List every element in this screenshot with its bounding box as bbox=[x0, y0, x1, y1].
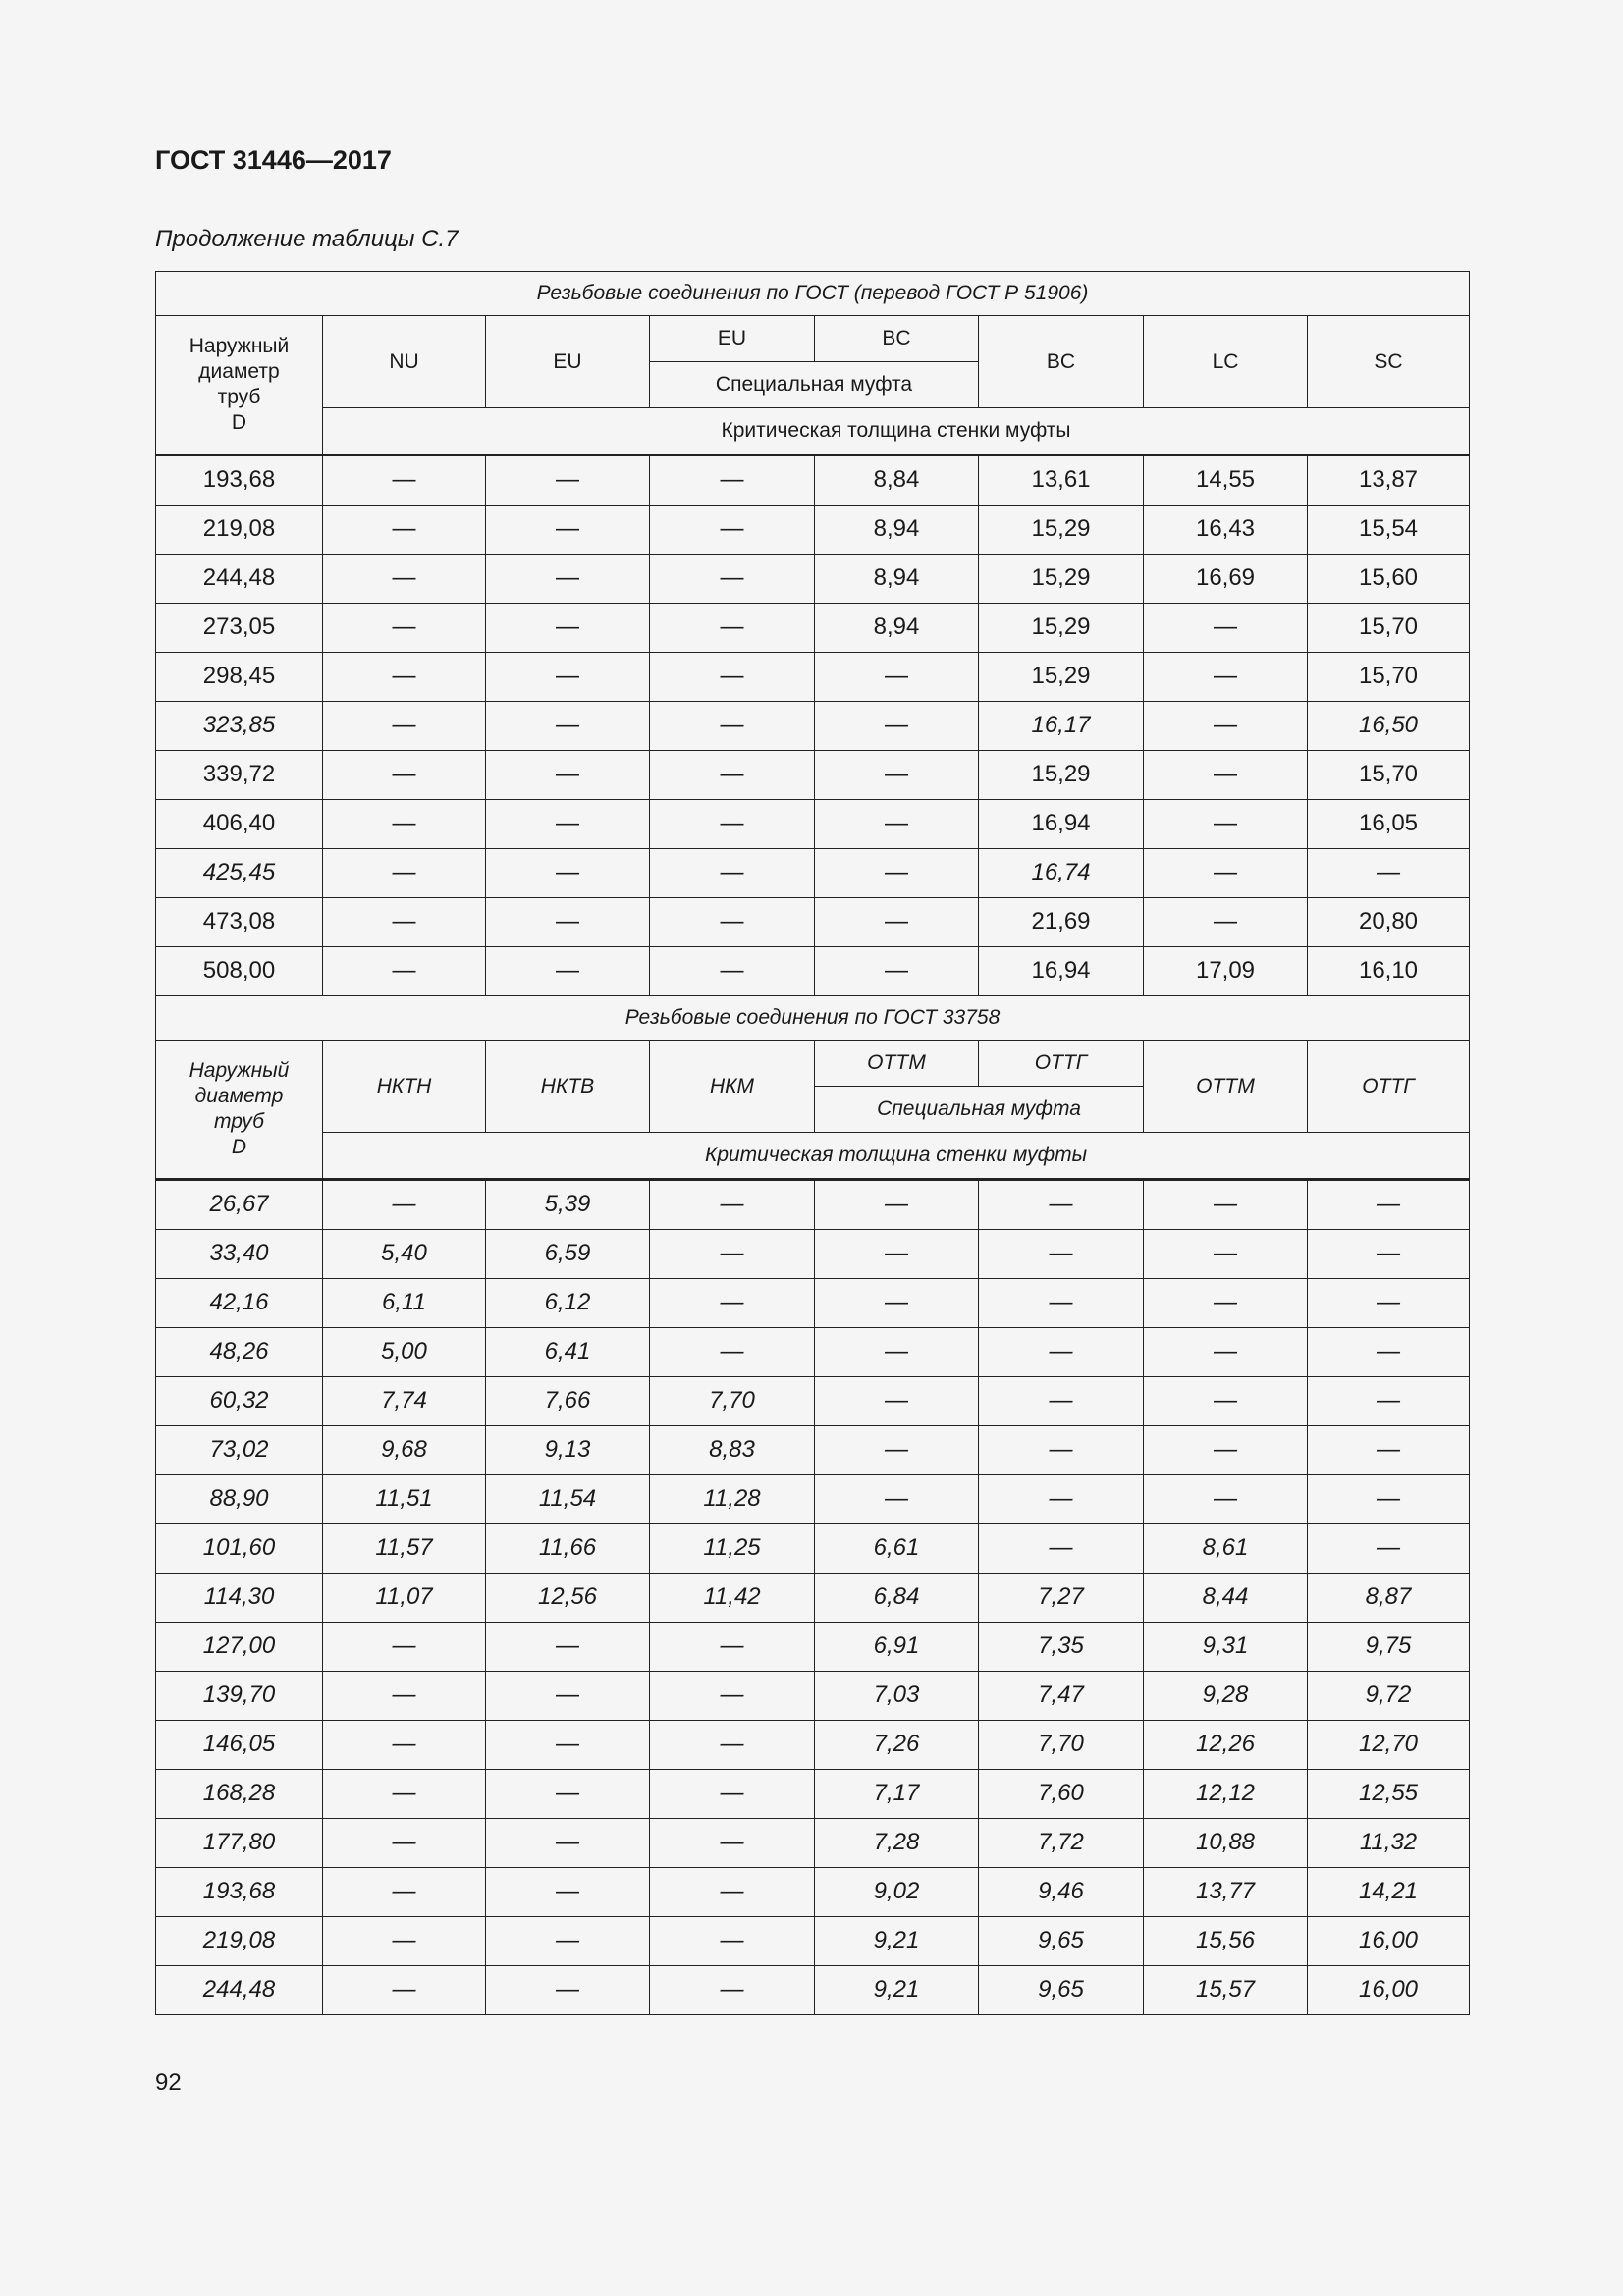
value-cell: 11,57 bbox=[323, 1524, 486, 1574]
col-header-special-eu: EU bbox=[650, 316, 815, 362]
value-cell: — bbox=[650, 947, 815, 996]
value-cell: 9,65 bbox=[979, 1917, 1144, 1966]
value-cell: 7,27 bbox=[979, 1574, 1144, 1623]
diameter-cell: 60,32 bbox=[156, 1377, 323, 1426]
section1-title: Резьбовые соединения по ГОСТ (перевод ГОСТ Р 51906) bbox=[156, 272, 1470, 316]
value-cell: 9,31 bbox=[1144, 1623, 1308, 1672]
value-cell: — bbox=[815, 1377, 979, 1426]
value-cell: 12,56 bbox=[486, 1574, 650, 1623]
diameter-cell: 168,28 bbox=[156, 1770, 323, 1819]
value-cell: 12,26 bbox=[1144, 1721, 1308, 1770]
value-cell: — bbox=[1308, 1426, 1470, 1475]
value-cell: 15,70 bbox=[1308, 653, 1470, 702]
value-cell: — bbox=[1144, 702, 1308, 751]
diameter-cell: 219,08 bbox=[156, 506, 323, 555]
value-cell: — bbox=[1308, 1524, 1470, 1574]
col-header-special-bc: BC bbox=[815, 316, 979, 362]
value-cell: — bbox=[815, 1230, 979, 1279]
value-cell: — bbox=[1308, 1180, 1470, 1230]
value-cell: 6,12 bbox=[486, 1279, 650, 1328]
value-cell: 9,65 bbox=[979, 1966, 1144, 2015]
value-cell: — bbox=[650, 1672, 815, 1721]
col-header-sc: SC bbox=[1308, 316, 1470, 408]
value-cell: — bbox=[650, 1917, 815, 1966]
value-cell: — bbox=[486, 455, 650, 506]
value-cell: — bbox=[323, 751, 486, 800]
value-cell: 5,39 bbox=[486, 1180, 650, 1230]
value-cell: — bbox=[650, 1180, 815, 1230]
value-cell: 15,60 bbox=[1308, 555, 1470, 604]
value-cell: — bbox=[1144, 604, 1308, 653]
table-row bbox=[156, 1966, 1470, 2015]
value-cell: — bbox=[1144, 1328, 1308, 1377]
diameter-cell: 101,60 bbox=[156, 1524, 323, 1574]
value-cell: 7,60 bbox=[979, 1770, 1144, 1819]
diameter-cell: 88,90 bbox=[156, 1475, 323, 1524]
value-cell: — bbox=[486, 555, 650, 604]
value-cell: 14,21 bbox=[1308, 1868, 1470, 1917]
value-cell: 6,61 bbox=[815, 1524, 979, 1574]
table-row bbox=[156, 555, 1470, 604]
value-cell: — bbox=[979, 1524, 1144, 1574]
value-cell: 11,32 bbox=[1308, 1819, 1470, 1868]
table-row bbox=[156, 1574, 1470, 1623]
col-header-bc: BC bbox=[979, 316, 1144, 408]
value-cell: 17,09 bbox=[1144, 947, 1308, 996]
value-cell: — bbox=[815, 1426, 979, 1475]
value-cell: — bbox=[650, 751, 815, 800]
value-cell: — bbox=[323, 1917, 486, 1966]
value-cell: — bbox=[815, 1180, 979, 1230]
value-cell: — bbox=[979, 1377, 1144, 1426]
value-cell: — bbox=[486, 604, 650, 653]
value-cell: — bbox=[486, 947, 650, 996]
value-cell: 13,77 bbox=[1144, 1868, 1308, 1917]
value-cell: — bbox=[1308, 1230, 1470, 1279]
value-cell: — bbox=[323, 1819, 486, 1868]
value-cell: 16,69 bbox=[1144, 555, 1308, 604]
value-cell: — bbox=[650, 1328, 815, 1377]
value-cell: 13,87 bbox=[1308, 455, 1470, 506]
value-cell: — bbox=[979, 1426, 1144, 1475]
table-row bbox=[156, 1180, 1470, 1230]
col-header-ottg: ОТТГ bbox=[1308, 1041, 1470, 1133]
value-cell: 8,44 bbox=[1144, 1574, 1308, 1623]
value-cell: — bbox=[1308, 1328, 1470, 1377]
diameter-cell: 193,68 bbox=[156, 1868, 323, 1917]
value-cell: — bbox=[486, 849, 650, 898]
value-cell: 7,17 bbox=[815, 1770, 979, 1819]
value-cell: 9,75 bbox=[1308, 1623, 1470, 1672]
value-cell: 7,26 bbox=[815, 1721, 979, 1770]
value-cell: — bbox=[323, 506, 486, 555]
value-cell: — bbox=[323, 1721, 486, 1770]
value-cell: — bbox=[486, 1721, 650, 1770]
value-cell: 11,51 bbox=[323, 1475, 486, 1524]
value-cell: — bbox=[650, 1819, 815, 1868]
col-header-nktn: НКТН bbox=[323, 1041, 486, 1133]
value-cell: — bbox=[1144, 800, 1308, 849]
document-title: ГОСТ 31446—2017 bbox=[155, 145, 392, 175]
value-cell: — bbox=[1144, 1475, 1308, 1524]
value-cell: — bbox=[815, 702, 979, 751]
critical-thickness-header: Критическая толщина стенки муфты bbox=[323, 408, 1470, 455]
value-cell: 12,55 bbox=[1308, 1770, 1470, 1819]
value-cell: 9,02 bbox=[815, 1868, 979, 1917]
value-cell: 9,72 bbox=[1308, 1672, 1470, 1721]
diameter-cell: 48,26 bbox=[156, 1328, 323, 1377]
value-cell: 8,87 bbox=[1308, 1574, 1470, 1623]
value-cell: — bbox=[1308, 1377, 1470, 1426]
col-header-lc: LC bbox=[1144, 316, 1308, 408]
value-cell: — bbox=[650, 898, 815, 947]
value-cell: 16,10 bbox=[1308, 947, 1470, 996]
value-cell: 11,25 bbox=[650, 1524, 815, 1574]
diameter-cell: 406,40 bbox=[156, 800, 323, 849]
value-cell: — bbox=[650, 455, 815, 506]
value-cell: 15,29 bbox=[979, 751, 1144, 800]
table-row bbox=[156, 1426, 1470, 1475]
section2-rows bbox=[156, 1180, 1470, 2015]
diameter-cell: 114,30 bbox=[156, 1574, 323, 1623]
value-cell: — bbox=[323, 455, 486, 506]
value-cell: — bbox=[323, 849, 486, 898]
value-cell: — bbox=[486, 800, 650, 849]
value-cell: — bbox=[1308, 1279, 1470, 1328]
table-row bbox=[156, 1819, 1470, 1868]
value-cell: — bbox=[979, 1279, 1144, 1328]
table-row bbox=[156, 1328, 1470, 1377]
value-cell: 11,07 bbox=[323, 1574, 486, 1623]
section1-header bbox=[156, 272, 1470, 455]
col-header-nktv: НКТВ bbox=[486, 1041, 650, 1133]
diameter-cell: 323,85 bbox=[156, 702, 323, 751]
value-cell: — bbox=[650, 653, 815, 702]
special-coupling-label: Специальная муфта bbox=[650, 362, 979, 408]
diameter-cell: 139,70 bbox=[156, 1672, 323, 1721]
value-cell: — bbox=[486, 1966, 650, 2015]
critical-thickness-header-2: Критическая толщина стенки муфты bbox=[323, 1133, 1470, 1180]
value-cell: 16,50 bbox=[1308, 702, 1470, 751]
value-cell: — bbox=[1308, 1475, 1470, 1524]
value-cell: — bbox=[650, 849, 815, 898]
value-cell: 6,41 bbox=[486, 1328, 650, 1377]
value-cell: — bbox=[486, 1819, 650, 1868]
value-cell: — bbox=[323, 555, 486, 604]
value-cell: — bbox=[486, 1623, 650, 1672]
value-cell: 15,54 bbox=[1308, 506, 1470, 555]
value-cell: — bbox=[815, 1475, 979, 1524]
value-cell: — bbox=[1308, 849, 1470, 898]
diameter-cell: 33,40 bbox=[156, 1230, 323, 1279]
value-cell: 10,88 bbox=[1144, 1819, 1308, 1868]
table-row bbox=[156, 653, 1470, 702]
table-row bbox=[156, 506, 1470, 555]
value-cell: 15,29 bbox=[979, 604, 1144, 653]
value-cell: — bbox=[650, 506, 815, 555]
value-cell: — bbox=[815, 898, 979, 947]
value-cell: 8,94 bbox=[815, 604, 979, 653]
value-cell: — bbox=[1144, 751, 1308, 800]
table-row bbox=[156, 1721, 1470, 1770]
diameter-header: Наружный диаметр труб D bbox=[156, 316, 323, 455]
value-cell: 7,28 bbox=[815, 1819, 979, 1868]
table-row bbox=[156, 1279, 1470, 1328]
value-cell: — bbox=[815, 800, 979, 849]
value-cell: — bbox=[486, 506, 650, 555]
value-cell: — bbox=[979, 1475, 1144, 1524]
value-cell: — bbox=[323, 604, 486, 653]
diameter-cell: 127,00 bbox=[156, 1623, 323, 1672]
diameter-cell: 42,16 bbox=[156, 1279, 323, 1328]
value-cell: — bbox=[323, 1623, 486, 1672]
value-cell: 9,21 bbox=[815, 1966, 979, 2015]
value-cell: 7,72 bbox=[979, 1819, 1144, 1868]
col-header-special-ottg: ОТТГ bbox=[979, 1041, 1144, 1087]
value-cell: 21,69 bbox=[979, 898, 1144, 947]
value-cell: — bbox=[486, 751, 650, 800]
special-coupling-label-2: Специальная муфта bbox=[815, 1087, 1144, 1133]
table-row bbox=[156, 1770, 1470, 1819]
diameter-cell: 244,48 bbox=[156, 555, 323, 604]
value-cell: — bbox=[486, 898, 650, 947]
value-cell: — bbox=[1144, 1180, 1308, 1230]
value-cell: — bbox=[323, 1672, 486, 1721]
value-cell: 15,56 bbox=[1144, 1917, 1308, 1966]
table-row bbox=[156, 849, 1470, 898]
value-cell: — bbox=[323, 1868, 486, 1917]
table-row bbox=[156, 455, 1470, 506]
value-cell: 12,70 bbox=[1308, 1721, 1470, 1770]
value-cell: 16,00 bbox=[1308, 1917, 1470, 1966]
section2-header bbox=[156, 996, 1470, 1180]
value-cell: — bbox=[486, 1917, 650, 1966]
value-cell: — bbox=[1144, 1230, 1308, 1279]
value-cell: — bbox=[1144, 898, 1308, 947]
diameter-cell: 473,08 bbox=[156, 898, 323, 947]
diameter-cell: 273,05 bbox=[156, 604, 323, 653]
value-cell: 6,91 bbox=[815, 1623, 979, 1672]
value-cell: 5,40 bbox=[323, 1230, 486, 1279]
table-row bbox=[156, 1917, 1470, 1966]
value-cell: 6,59 bbox=[486, 1230, 650, 1279]
col-header-ottm: ОТТМ bbox=[1144, 1041, 1308, 1133]
diameter-header-2: Наружный диаметр труб D bbox=[156, 1041, 323, 1180]
value-cell: — bbox=[1144, 1377, 1308, 1426]
value-cell: 8,94 bbox=[815, 555, 979, 604]
value-cell: — bbox=[650, 1770, 815, 1819]
value-cell: — bbox=[815, 849, 979, 898]
value-cell: — bbox=[815, 1279, 979, 1328]
diameter-cell: 339,72 bbox=[156, 751, 323, 800]
page-number: 92 bbox=[155, 2069, 182, 2096]
value-cell: 11,54 bbox=[486, 1475, 650, 1524]
value-cell: 7,66 bbox=[486, 1377, 650, 1426]
value-cell: 6,84 bbox=[815, 1574, 979, 1623]
table-row bbox=[156, 800, 1470, 849]
value-cell: 8,94 bbox=[815, 506, 979, 555]
col-header-nu: NU bbox=[323, 316, 486, 408]
value-cell: 9,68 bbox=[323, 1426, 486, 1475]
value-cell: — bbox=[979, 1230, 1144, 1279]
value-cell: — bbox=[979, 1180, 1144, 1230]
diameter-cell: 26,67 bbox=[156, 1180, 323, 1230]
value-cell: — bbox=[650, 800, 815, 849]
value-cell: — bbox=[650, 1230, 815, 1279]
value-cell: — bbox=[323, 1966, 486, 2015]
value-cell: 16,00 bbox=[1308, 1966, 1470, 2015]
value-cell: 16,05 bbox=[1308, 800, 1470, 849]
diameter-cell: 508,00 bbox=[156, 947, 323, 996]
diameter-cell: 244,48 bbox=[156, 1966, 323, 2015]
thickness-table bbox=[155, 271, 1470, 2015]
value-cell: 6,11 bbox=[323, 1279, 486, 1328]
diameter-cell: 146,05 bbox=[156, 1721, 323, 1770]
value-cell: 16,94 bbox=[979, 947, 1144, 996]
value-cell: 7,74 bbox=[323, 1377, 486, 1426]
value-cell: — bbox=[1144, 849, 1308, 898]
diameter-cell: 298,45 bbox=[156, 653, 323, 702]
value-cell: 15,29 bbox=[979, 555, 1144, 604]
diameter-cell: 219,08 bbox=[156, 1917, 323, 1966]
table-row bbox=[156, 1672, 1470, 1721]
value-cell: 14,55 bbox=[1144, 455, 1308, 506]
table-row bbox=[156, 1230, 1470, 1279]
value-cell: — bbox=[1144, 1426, 1308, 1475]
table-row bbox=[156, 702, 1470, 751]
value-cell: — bbox=[650, 1868, 815, 1917]
value-cell: 7,70 bbox=[650, 1377, 815, 1426]
value-cell: 20,80 bbox=[1308, 898, 1470, 947]
diameter-cell: 425,45 bbox=[156, 849, 323, 898]
value-cell: — bbox=[815, 653, 979, 702]
table-caption: Продолжение таблицы С.7 bbox=[155, 226, 459, 252]
value-cell: 9,21 bbox=[815, 1917, 979, 1966]
value-cell: 16,43 bbox=[1144, 506, 1308, 555]
col-header-nkm: НКМ bbox=[650, 1041, 815, 1133]
value-cell: 16,17 bbox=[979, 702, 1144, 751]
value-cell: — bbox=[815, 751, 979, 800]
value-cell: 8,61 bbox=[1144, 1524, 1308, 1574]
value-cell: 12,12 bbox=[1144, 1770, 1308, 1819]
value-cell: 13,61 bbox=[979, 455, 1144, 506]
diameter-cell: 177,80 bbox=[156, 1819, 323, 1868]
value-cell: 15,57 bbox=[1144, 1966, 1308, 2015]
value-cell: — bbox=[650, 1623, 815, 1672]
value-cell: 11,28 bbox=[650, 1475, 815, 1524]
table-row bbox=[156, 1524, 1470, 1574]
value-cell: 9,28 bbox=[1144, 1672, 1308, 1721]
col-header-eu: EU bbox=[486, 316, 650, 408]
table-row bbox=[156, 604, 1470, 653]
value-cell: — bbox=[486, 1770, 650, 1819]
value-cell: 15,70 bbox=[1308, 604, 1470, 653]
value-cell: 9,46 bbox=[979, 1868, 1144, 1917]
value-cell: 9,13 bbox=[486, 1426, 650, 1475]
table-row bbox=[156, 947, 1470, 996]
value-cell: — bbox=[650, 1721, 815, 1770]
table-row bbox=[156, 1475, 1470, 1524]
table-row bbox=[156, 898, 1470, 947]
value-cell: 7,70 bbox=[979, 1721, 1144, 1770]
value-cell: 11,66 bbox=[486, 1524, 650, 1574]
value-cell: — bbox=[323, 898, 486, 947]
value-cell: 8,84 bbox=[815, 455, 979, 506]
diameter-cell: 73,02 bbox=[156, 1426, 323, 1475]
value-cell: 16,94 bbox=[979, 800, 1144, 849]
value-cell: — bbox=[323, 947, 486, 996]
section1-rows bbox=[156, 455, 1470, 996]
value-cell: — bbox=[486, 653, 650, 702]
value-cell: 15,29 bbox=[979, 506, 1144, 555]
value-cell: — bbox=[486, 1672, 650, 1721]
value-cell: — bbox=[323, 702, 486, 751]
value-cell: 15,29 bbox=[979, 653, 1144, 702]
value-cell: 7,47 bbox=[979, 1672, 1144, 1721]
table-row bbox=[156, 1623, 1470, 1672]
table-row bbox=[156, 751, 1470, 800]
table-row bbox=[156, 1377, 1470, 1426]
value-cell: — bbox=[815, 1328, 979, 1377]
value-cell: 7,03 bbox=[815, 1672, 979, 1721]
col-header-special-ottm: ОТТМ bbox=[815, 1041, 979, 1087]
value-cell: — bbox=[323, 800, 486, 849]
value-cell: — bbox=[815, 947, 979, 996]
value-cell: 8,83 bbox=[650, 1426, 815, 1475]
diameter-cell: 193,68 bbox=[156, 455, 323, 506]
table-row bbox=[156, 1868, 1470, 1917]
value-cell: 11,42 bbox=[650, 1574, 815, 1623]
value-cell: — bbox=[650, 1966, 815, 2015]
value-cell: — bbox=[323, 653, 486, 702]
value-cell: — bbox=[486, 1868, 650, 1917]
section2-title: Резьбовые соединения по ГОСТ 33758 bbox=[156, 996, 1470, 1041]
value-cell: 7,35 bbox=[979, 1623, 1144, 1672]
value-cell: — bbox=[486, 702, 650, 751]
value-cell: — bbox=[650, 1279, 815, 1328]
value-cell: — bbox=[650, 555, 815, 604]
value-cell: — bbox=[979, 1328, 1144, 1377]
value-cell: — bbox=[1144, 1279, 1308, 1328]
value-cell: 5,00 bbox=[323, 1328, 486, 1377]
value-cell: 16,74 bbox=[979, 849, 1144, 898]
value-cell: — bbox=[1144, 653, 1308, 702]
value-cell: — bbox=[650, 702, 815, 751]
value-cell: — bbox=[323, 1770, 486, 1819]
value-cell: — bbox=[650, 604, 815, 653]
value-cell: 15,70 bbox=[1308, 751, 1470, 800]
value-cell: — bbox=[323, 1180, 486, 1230]
